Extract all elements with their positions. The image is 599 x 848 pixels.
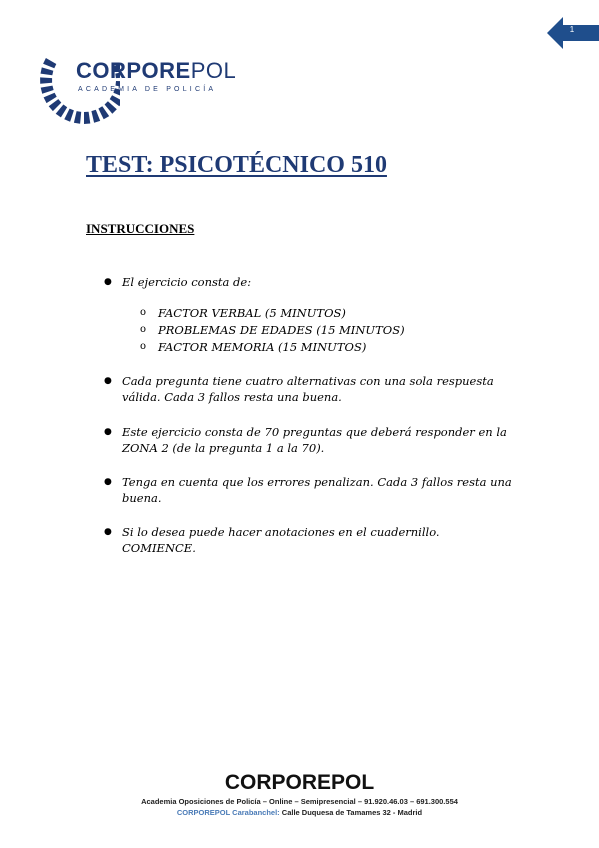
footer-address-label: CORPOREPOL Carabanchel: xyxy=(176,808,280,817)
section-item xyxy=(140,305,440,322)
emblem-segment xyxy=(91,110,100,123)
corporepol-logo xyxy=(40,30,240,130)
circle-bullet-icon: o xyxy=(140,341,147,352)
logo-name-bold: CORPORE xyxy=(76,58,191,83)
emblem-segment xyxy=(40,77,52,83)
bullet-icon: ● xyxy=(104,376,112,386)
circle-bullet-icon: o xyxy=(140,307,147,318)
instruction-item xyxy=(104,373,514,405)
section-item xyxy=(140,339,440,356)
emblem-segment xyxy=(43,58,56,68)
emblem-segment xyxy=(41,86,54,94)
section-text: PROBLEMAS DE EDADES (15 MINUTOS) xyxy=(158,323,405,337)
instruction-item xyxy=(104,424,514,456)
instructions-heading: INSTRUCCIONES xyxy=(86,221,195,236)
logo-subtitle: ACADEMIA DE POLICÍA xyxy=(78,86,217,93)
section-list xyxy=(140,305,440,356)
instruction-item xyxy=(104,474,514,506)
emblem-segment xyxy=(64,109,74,122)
bullet-icon: ● xyxy=(104,527,112,537)
section-text: FACTOR MEMORIA (15 MINUTOS) xyxy=(158,340,367,354)
emblem-segment xyxy=(74,111,81,124)
page-number: 1 xyxy=(569,25,575,34)
page-tab[interactable] xyxy=(547,17,599,49)
bullet-icon: ● xyxy=(104,477,112,487)
footer-address xyxy=(0,807,599,818)
instruction-text: Tenga en cuenta que los errores penalizan. Cada 3 fallos resta una buena. xyxy=(122,475,512,505)
footer-address-text: Calle Duquesa de Tamames 32 - Madrid xyxy=(279,808,423,817)
emblem-segment xyxy=(84,112,90,124)
instruction-item xyxy=(104,524,514,556)
emblem-segment xyxy=(105,101,117,113)
footer-contact: Academia Oposiciones de Policía – Online – Semipresencial – 91.920.46.03 – 691.300.554 xyxy=(141,797,458,806)
section-text: FACTOR VERBAL (5 MINUTOS) xyxy=(158,306,346,320)
instruction-text: Cada pregunta tiene cuatro alternativas con una sola respuesta válida. Cada 3 fallos resta una buena. xyxy=(122,374,494,404)
section-item xyxy=(140,322,440,339)
instruction-text: Este ejercicio consta de 70 preguntas que deberá responder en la ZONA 2 (de la pregunta 1 a la 70). xyxy=(122,425,507,455)
bullet-icon: ● xyxy=(104,427,112,437)
page-footer xyxy=(0,770,599,818)
emblem-segment xyxy=(44,93,57,103)
logo-name-light: POL xyxy=(190,58,237,83)
page-title: TEST: PSICOTÉCNICO 510 xyxy=(86,152,387,178)
footer-brand: CORPOREPOL xyxy=(224,771,375,794)
bullet-icon: ● xyxy=(104,277,112,287)
instruction-item xyxy=(104,274,514,290)
emblem-segment xyxy=(98,106,109,119)
circle-bullet-icon: o xyxy=(140,324,147,335)
emblem-segment xyxy=(41,67,54,75)
instruction-text: Si lo desea puede hacer anotaciones en el cuadernillo. COMIENCE. xyxy=(122,525,440,555)
instruction-text: El ejercicio consta de: xyxy=(122,275,252,289)
logo-wordmark xyxy=(76,58,236,84)
